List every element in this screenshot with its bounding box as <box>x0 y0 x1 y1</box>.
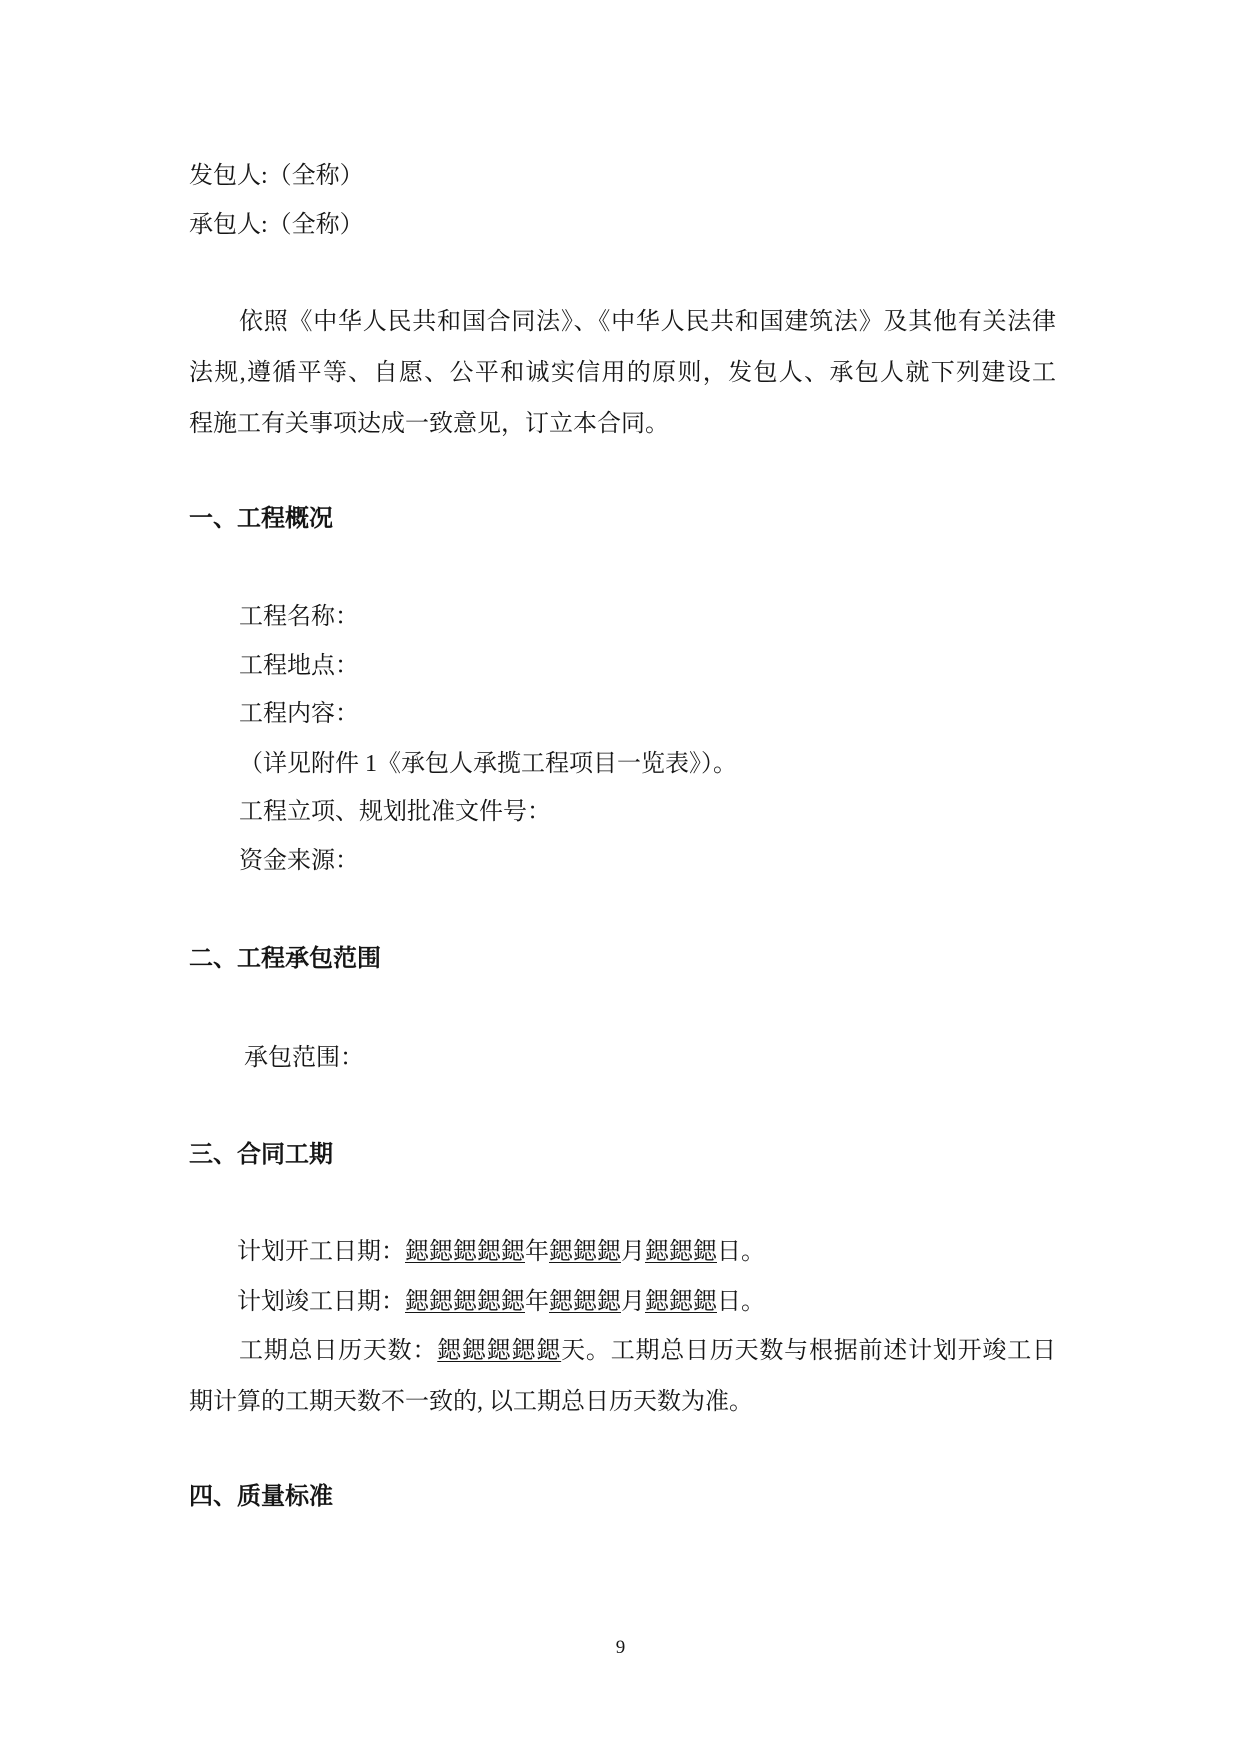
total-days-line-1 <box>239 1336 1056 1366</box>
planned-completion-label: 计划竣工日期： <box>237 1289 405 1315</box>
planned-start-date-line <box>237 1237 765 1267</box>
project-content-label: 工程内容： <box>239 701 359 727</box>
section-heading-period: 三、合同工期 <box>189 1141 333 1168</box>
year-unit: 年 <box>525 1239 549 1265</box>
preamble-line-1: 依照《中华人民共和国合同法》、《中华人民共和国建筑法》及其他有关法律 <box>239 309 1056 335</box>
section-heading-overview: 一、工程概况 <box>189 505 333 532</box>
day-unit: 日。 <box>717 1239 765 1265</box>
preamble-line-2: 法规,遵循平等、自愿、公平和诚实信用的原则，发包人、承包人就下列建设工 <box>189 360 1056 386</box>
planned-completion-month-blank: 鍶鍶鍶 <box>549 1289 621 1315</box>
planned-completion-year-blank: 鍶鍶鍶鍶鍶 <box>405 1289 525 1315</box>
contractor-line: 承包人:（全称） <box>189 212 364 238</box>
page-number: 9 <box>615 1637 626 1658</box>
section-heading-scope: 二、工程承包范围 <box>189 945 381 972</box>
planned-start-label: 计划开工日期： <box>237 1239 405 1265</box>
scope-label: 承包范围： <box>244 1045 364 1071</box>
funding-source-label: 资金来源： <box>239 848 359 874</box>
preamble-line-3: 程施工有关事项达成一致意见，订立本合同。 <box>189 411 669 437</box>
planned-start-year-blank: 鍶鍶鍶鍶鍶 <box>405 1239 525 1265</box>
total-days-blank: 鍶鍶鍶鍶鍶 <box>437 1338 562 1364</box>
section-heading-quality: 四、质量标准 <box>189 1483 333 1510</box>
project-content-note: （详见附件 1《承包人承揽工程项目一览表》）。 <box>239 751 737 777</box>
total-days-line-2: 期计算的工期天数不一致的, 以工期总日历天数为准。 <box>189 1389 753 1415</box>
planned-start-day-blank: 鍶鍶鍶 <box>645 1239 717 1265</box>
total-days-text: 天。工期总日历天数与根据前述计划开竣工日 <box>561 1338 1056 1364</box>
planned-completion-day-blank: 鍶鍶鍶 <box>645 1289 717 1315</box>
project-name-label: 工程名称： <box>239 604 359 630</box>
approval-document-label: 工程立项、规划批准文件号： <box>239 799 551 825</box>
day-unit: 日。 <box>717 1289 765 1315</box>
year-unit: 年 <box>525 1289 549 1315</box>
month-unit: 月 <box>621 1239 645 1265</box>
planned-start-month-blank: 鍶鍶鍶 <box>549 1239 621 1265</box>
total-days-label: 工期总日历天数： <box>239 1338 438 1364</box>
project-location-label: 工程地点： <box>239 653 359 679</box>
employer-line: 发包人:（全称） <box>189 163 364 189</box>
planned-completion-date-line <box>237 1287 765 1317</box>
month-unit: 月 <box>621 1289 645 1315</box>
